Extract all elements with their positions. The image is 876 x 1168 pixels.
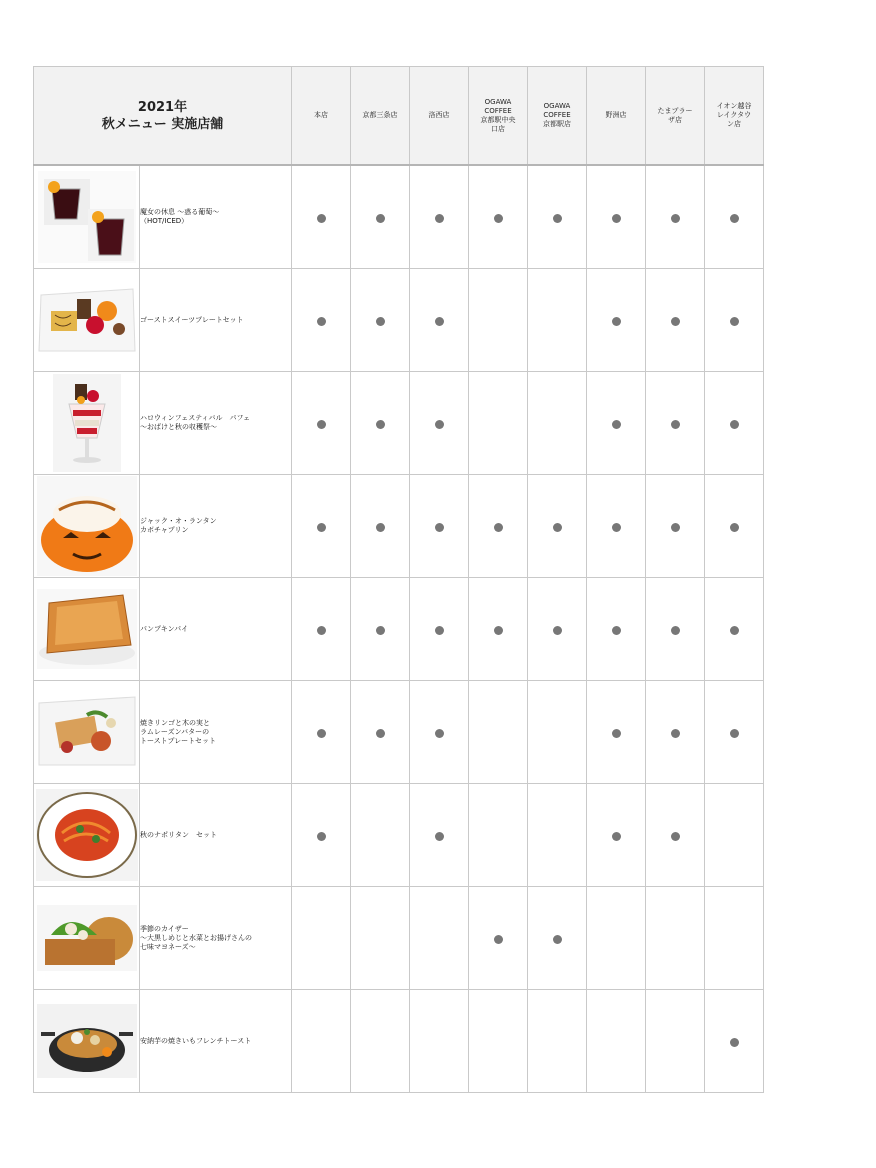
available-dot-icon — [435, 420, 444, 429]
available-dot-icon — [435, 832, 444, 841]
menu-item-name: 安納芋の焼きいもフレンチトースト — [140, 990, 292, 1093]
menu-photo — [34, 269, 140, 372]
availability-cell — [351, 681, 410, 784]
availability-cell — [646, 165, 705, 269]
store-header: OGAWA COFFEE 京都駅店 — [528, 67, 587, 166]
available-dot-icon — [671, 420, 680, 429]
menu-item-name: パンプキンパイ — [140, 578, 292, 681]
availability-cell — [292, 681, 351, 784]
availability-cell — [292, 578, 351, 681]
toast-plate-icon — [37, 695, 137, 769]
mulled-wine-icon — [38, 171, 136, 263]
available-dot-icon — [671, 523, 680, 532]
available-dot-icon — [730, 1038, 739, 1047]
availability-cell — [410, 990, 469, 1093]
availability-cell — [587, 784, 646, 887]
available-dot-icon — [376, 626, 385, 635]
availability-cell — [292, 475, 351, 578]
available-dot-icon — [671, 626, 680, 635]
menu-photo — [34, 990, 140, 1093]
available-dot-icon — [671, 214, 680, 223]
availability-cell — [705, 887, 764, 990]
availability-cell — [410, 475, 469, 578]
table-row — [34, 784, 764, 887]
availability-cell — [410, 372, 469, 475]
availability-cell — [528, 784, 587, 887]
available-dot-icon — [612, 832, 621, 841]
pumpkin-pudding-icon — [37, 476, 137, 576]
availability-cell — [646, 372, 705, 475]
availability-cell — [469, 165, 528, 269]
available-dot-icon — [553, 626, 562, 635]
available-dot-icon — [317, 317, 326, 326]
available-dot-icon — [376, 729, 385, 738]
availability-cell — [410, 681, 469, 784]
availability-cell — [469, 475, 528, 578]
available-dot-icon — [435, 729, 444, 738]
sweets-plate-icon — [37, 285, 137, 355]
availability-cell — [410, 784, 469, 887]
available-dot-icon — [376, 420, 385, 429]
availability-cell — [469, 887, 528, 990]
kaiser-icon — [37, 905, 137, 971]
header-row — [34, 67, 764, 166]
availability-cell — [469, 372, 528, 475]
store-header: たまプラー ザ店 — [646, 67, 705, 166]
menu-item-name: 焼きリンゴと木の実と ラムレーズンバターの トーストプレートセット — [140, 681, 292, 784]
availability-cell — [351, 269, 410, 372]
table-row — [34, 372, 764, 475]
available-dot-icon — [317, 832, 326, 841]
available-dot-icon — [376, 214, 385, 223]
available-dot-icon — [435, 214, 444, 223]
available-dot-icon — [317, 729, 326, 738]
table-title: 2021年 秋メニュー 実施店舗 — [34, 67, 292, 166]
menu-photo — [34, 372, 140, 475]
availability-cell — [292, 269, 351, 372]
store-header: 野洲店 — [587, 67, 646, 166]
available-dot-icon — [612, 214, 621, 223]
available-dot-icon — [553, 935, 562, 944]
availability-cell — [469, 269, 528, 372]
available-dot-icon — [612, 317, 621, 326]
availability-cell — [646, 784, 705, 887]
available-dot-icon — [730, 317, 739, 326]
availability-cell — [292, 784, 351, 887]
availability-cell — [410, 887, 469, 990]
availability-cell — [292, 887, 351, 990]
available-dot-icon — [730, 214, 739, 223]
availability-cell — [528, 475, 587, 578]
available-dot-icon — [317, 214, 326, 223]
available-dot-icon — [612, 626, 621, 635]
available-dot-icon — [612, 729, 621, 738]
availability-cell — [705, 990, 764, 1093]
available-dot-icon — [376, 523, 385, 532]
availability-cell — [351, 372, 410, 475]
availability-cell — [587, 681, 646, 784]
available-dot-icon — [730, 420, 739, 429]
available-dot-icon — [435, 523, 444, 532]
available-dot-icon — [494, 626, 503, 635]
availability-cell — [528, 990, 587, 1093]
pumpkin-pie-icon — [37, 589, 137, 669]
availability-cell — [646, 269, 705, 372]
availability-cell — [292, 990, 351, 1093]
menu-item-name: 秋のナポリタン セット — [140, 784, 292, 887]
table-row — [34, 681, 764, 784]
store-availability-table — [33, 66, 764, 1093]
table-row — [34, 887, 764, 990]
availability-cell — [351, 475, 410, 578]
available-dot-icon — [435, 317, 444, 326]
availability-cell — [292, 372, 351, 475]
availability-cell — [351, 784, 410, 887]
availability-cell — [587, 165, 646, 269]
availability-cell — [587, 269, 646, 372]
availability-cell — [646, 681, 705, 784]
table-row — [34, 475, 764, 578]
store-header: イオン越谷 レイクタウ ン店 — [705, 67, 764, 166]
menu-photo — [34, 681, 140, 784]
availability-cell — [469, 681, 528, 784]
table-row — [34, 990, 764, 1093]
menu-photo — [34, 165, 140, 269]
availability-cell — [410, 165, 469, 269]
availability-cell — [587, 578, 646, 681]
availability-cell — [587, 475, 646, 578]
availability-cell — [646, 990, 705, 1093]
table-row — [34, 269, 764, 372]
available-dot-icon — [730, 729, 739, 738]
availability-cell — [705, 269, 764, 372]
available-dot-icon — [612, 523, 621, 532]
availability-cell — [705, 165, 764, 269]
availability-cell — [469, 578, 528, 681]
menu-photo — [34, 887, 140, 990]
available-dot-icon — [494, 935, 503, 944]
available-dot-icon — [376, 317, 385, 326]
table-row — [34, 578, 764, 681]
menu-photo — [34, 784, 140, 887]
availability-cell — [705, 681, 764, 784]
availability-cell — [351, 887, 410, 990]
menu-item-name: ジャック・オ・ランタン カボチャプリン — [140, 475, 292, 578]
store-header: 京都三条店 — [351, 67, 410, 166]
available-dot-icon — [671, 317, 680, 326]
available-dot-icon — [553, 214, 562, 223]
available-dot-icon — [435, 626, 444, 635]
available-dot-icon — [612, 420, 621, 429]
availability-cell — [469, 990, 528, 1093]
store-header: 洛西店 — [410, 67, 469, 166]
availability-cell — [705, 475, 764, 578]
availability-cell — [351, 165, 410, 269]
available-dot-icon — [730, 523, 739, 532]
available-dot-icon — [317, 523, 326, 532]
available-dot-icon — [671, 832, 680, 841]
availability-cell — [528, 269, 587, 372]
available-dot-icon — [317, 420, 326, 429]
availability-cell — [351, 990, 410, 1093]
availability-cell — [528, 681, 587, 784]
availability-cell — [528, 578, 587, 681]
availability-cell — [587, 887, 646, 990]
availability-cell — [410, 269, 469, 372]
napolitan-icon — [36, 789, 138, 881]
availability-cell — [587, 990, 646, 1093]
menu-photo — [34, 475, 140, 578]
availability-cell — [646, 475, 705, 578]
available-dot-icon — [671, 729, 680, 738]
availability-cell — [528, 165, 587, 269]
availability-cell — [705, 372, 764, 475]
table-row — [34, 165, 764, 269]
availability-cell — [587, 372, 646, 475]
availability-cell — [292, 165, 351, 269]
menu-item-name: 魔女の休息 ～惑る葡萄～ （HOT/ICED） — [140, 165, 292, 269]
store-header: 本店 — [292, 67, 351, 166]
availability-cell — [705, 578, 764, 681]
available-dot-icon — [494, 214, 503, 223]
availability-cell — [528, 372, 587, 475]
availability-cell — [646, 578, 705, 681]
french-toast-icon — [37, 1004, 137, 1078]
menu-photo — [34, 578, 140, 681]
parfait-icon — [51, 374, 123, 472]
available-dot-icon — [494, 523, 503, 532]
availability-cell — [410, 578, 469, 681]
available-dot-icon — [553, 523, 562, 532]
availability-cell — [646, 887, 705, 990]
availability-cell — [705, 784, 764, 887]
menu-item-name: ハロウィンフェスティバル パフェ ～おばけと秋の収穫祭～ — [140, 372, 292, 475]
menu-item-name: ゴーストスイーツプレートセット — [140, 269, 292, 372]
store-header: OGAWA COFFEE 京都駅中央 口店 — [469, 67, 528, 166]
availability-cell — [528, 887, 587, 990]
menu-item-name: 季節のカイザー ～大黒しめじと水菜とお揚げさんの 七味マヨネーズ～ — [140, 887, 292, 990]
availability-cell — [469, 784, 528, 887]
available-dot-icon — [730, 626, 739, 635]
available-dot-icon — [317, 626, 326, 635]
availability-cell — [351, 578, 410, 681]
